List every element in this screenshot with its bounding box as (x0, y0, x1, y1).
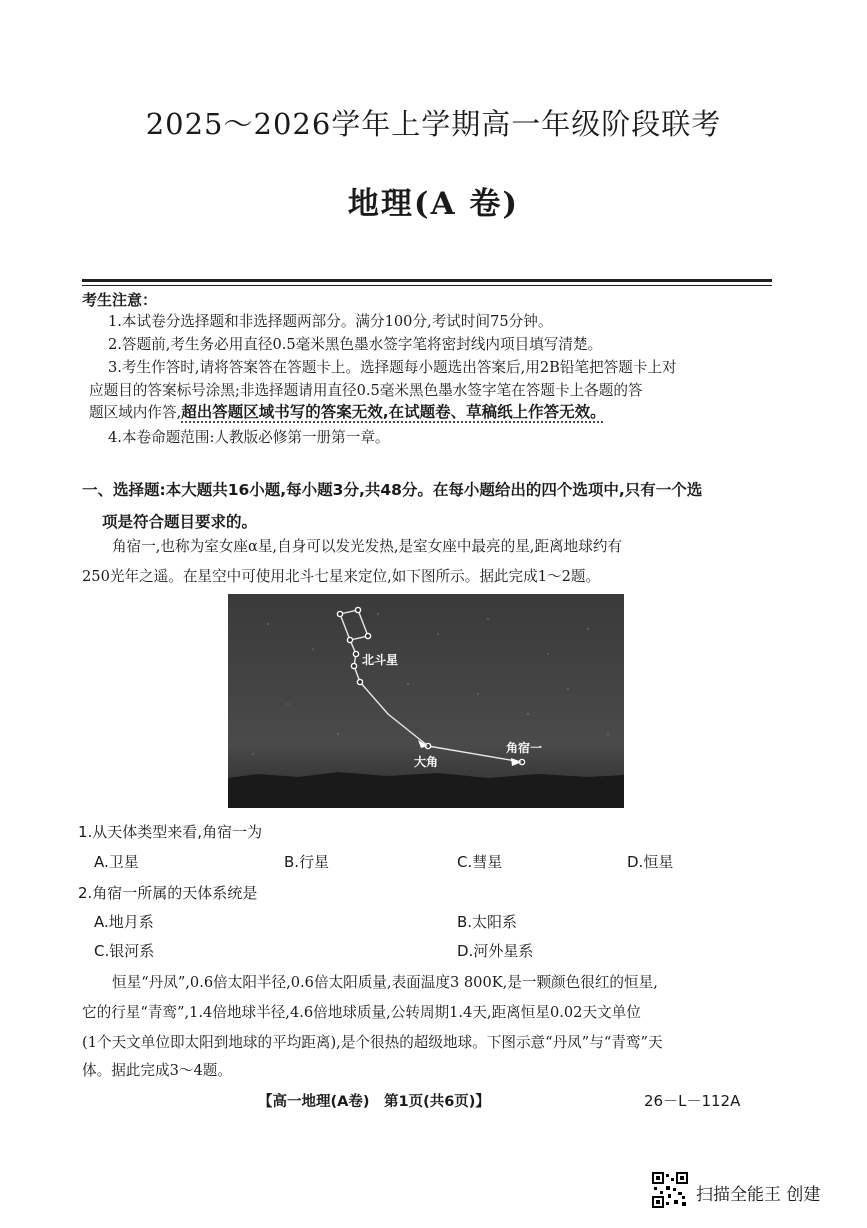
passage-1-line-2: 250光年之遥。在星空中可使用北斗七星来定位,如下图所示。据此完成1～2题。 (82, 568, 601, 585)
question-2-option-c: C.银河系 (94, 942, 155, 960)
question-1-option-c: C.彗星 (457, 853, 503, 871)
notice-item-2: 2.答题前,考生务必用直径0.5毫米黑色墨水签字笔将密封线内项目填写清楚。 (108, 336, 603, 353)
passage-2-line-4: 体。据此完成3～4题。 (82, 1062, 232, 1079)
notice-heading: 考生注意： (82, 291, 158, 309)
question-1-option-d: D.恒星 (627, 853, 674, 871)
page-footer-label: 【高一地理(A卷) 第1页(共6页)】 (258, 1094, 490, 1110)
header-rule-thick (82, 279, 772, 282)
notice-item-3-line-3 (89, 401, 757, 424)
horizon-treeline (228, 772, 624, 808)
header-rule-thin (82, 285, 772, 286)
notice-item-3-emphasis: 超出答题区域书写的答案无效,在试题卷、草稿纸上作答无效。 (181, 403, 606, 421)
exam-code: 26－L－112A (644, 1092, 741, 1110)
passage-2-line-1: 恒星“丹凤”,0.6倍太阳半径,0.6倍太阳质量,表面温度3 800K,是一颗颜色很红的恒星, (112, 974, 658, 991)
notice-item-3-plain: 题区域内作答, (89, 404, 182, 421)
question-1-stem: 1.从天体类型来看,角宿一为 (78, 823, 263, 841)
passage-1-line-1: 角宿一,也称为室女座α星,自身可以发光发热,是室女座中最亮的星,距离地球约有 (112, 538, 623, 555)
question-2-option-d: D.河外星系 (457, 942, 534, 960)
question-1-option-b: B.行星 (284, 853, 330, 871)
exam-title: 2025～2026学年上学期高一年级阶段联考 (145, 107, 722, 141)
scanner-watermark: 扫描全能王 创建 (696, 1185, 821, 1205)
label-jiaosu: 角宿一 (506, 741, 543, 755)
notice-item-3-line-2: 应题目的答案标号涂黑;非选择题请用直径0.5毫米黑色墨水签字笔在答题卡上各题的答 (89, 382, 643, 399)
question-2-option-b: B.太阳系 (457, 913, 518, 931)
passage-2-line-3: (1个天文单位即太阳到地球的平均距离),是个很热的超级地球。下图示意“丹凤”与“青鸾”天 (82, 1034, 663, 1051)
question-2-stem: 2.角宿一所属的天体系统是 (78, 884, 258, 902)
section-1-heading (82, 474, 782, 538)
qr-code-icon (652, 1172, 688, 1208)
notice-item-4: 4.本卷命题范围:人教版必修第一册第一章。 (108, 429, 390, 446)
notice-item-3-line-1: 3.考生作答时,请将答案答在答题卡上。选择题每小题选出答案后,用2B铅笔把答题卡上对 (108, 359, 677, 376)
section-1-line-2: 项是符合题目要求的。 (102, 513, 258, 531)
label-beidou: 北斗星 (362, 653, 399, 667)
passage-2-line-2: 它的行星“青鸾”,1.4倍地球半径,4.6倍地球质量,公转周期1.4天,距离恒星0.02天文单位 (82, 1004, 641, 1021)
question-1-option-a: A.卫星 (94, 853, 139, 871)
star-map-photo (228, 594, 624, 808)
section-1-line-1: 一、选择题:本大题共16小题,每小题3分,共48分。在每小题给出的四个选项中,只有一个选 (82, 481, 703, 499)
star-map-graphic (228, 594, 624, 808)
label-dajiao: 大角 (414, 755, 439, 769)
question-2-option-a: A.地月系 (94, 913, 154, 931)
exam-subtitle: 地理(A 卷) (347, 186, 520, 222)
notice-item-1: 1.本试卷分选择题和非选择题两部分。满分100分,考试时间75分钟。 (108, 313, 553, 330)
